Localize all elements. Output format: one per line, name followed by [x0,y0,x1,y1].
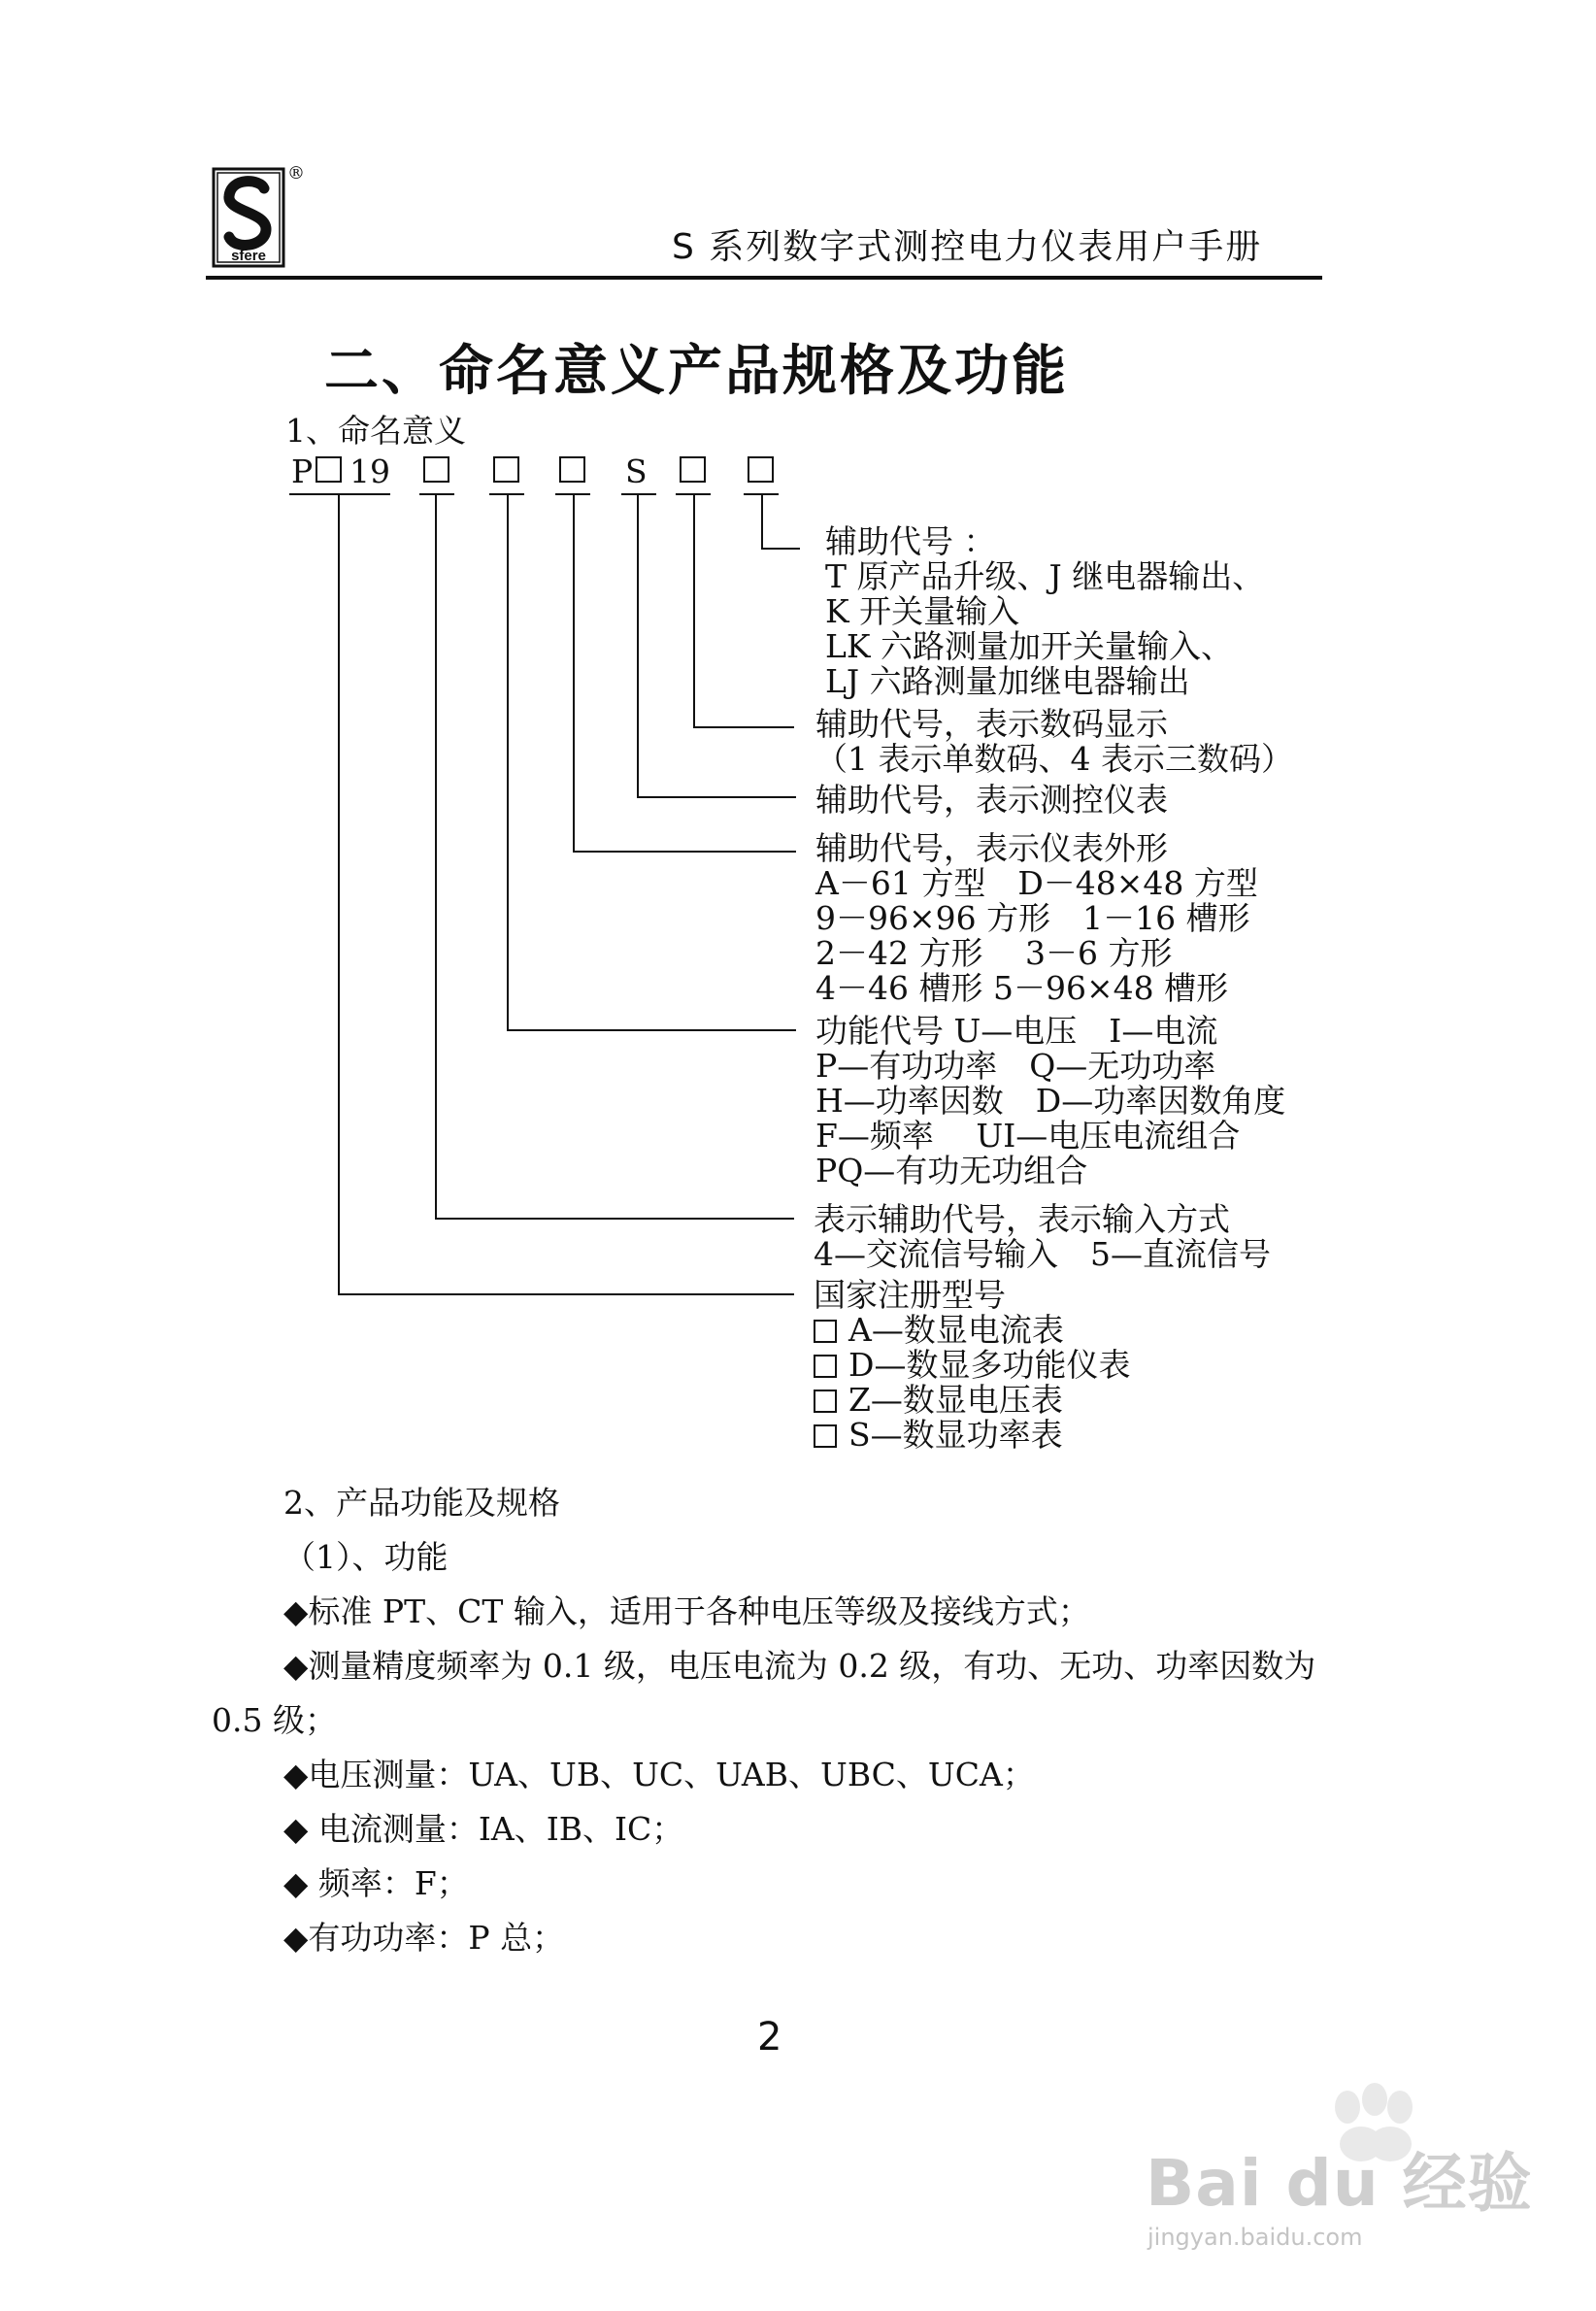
desc-line: A－61 方型 D－48×48 方型 [815,864,1258,902]
connector-line [637,495,639,798]
header-rule [206,276,1322,280]
connector-line [573,851,796,853]
connector-line [338,1293,794,1295]
desc-line: P—有功功率 Q—无功功率 [815,1047,1216,1085]
connector-line [507,1029,796,1031]
code-prefix: P [291,452,314,490]
desc-line: A—数显电流表 [814,1313,1130,1348]
desc-line: 辅助代号，表示测控仪表 [815,781,1168,819]
code-box [748,456,774,483]
page-number: 2 [757,2015,782,2060]
desc-line: S—数显功率表 [814,1418,1130,1453]
desc-digit-display [815,707,1293,777]
code-underline [621,493,656,495]
desc-line: 国家注册型号 [814,1276,1006,1314]
connector-line [693,726,794,728]
code-model: 19 [349,452,390,490]
subsection-functions: （1）、功能 [283,1538,449,1576]
desc-line: 4－46 槽形 5－96×48 槽形 [815,969,1229,1007]
checkbox-icon [814,1355,837,1378]
desc-line: 辅助代号，表示数码显示 [815,705,1168,743]
desc-function-code [815,1014,1285,1189]
desc-line: F—频率 UI—电压电流组合 [815,1117,1241,1155]
code-underline [289,493,390,495]
sfere-logo [212,167,285,268]
code-box [493,456,519,483]
desc-national-model [814,1278,1130,1453]
connector-line [693,495,695,728]
registered-mark: ® [287,163,305,184]
watermark-url: jingyan.baidu.com [1147,2224,1363,2251]
subsection-functions-specs: 2、产品功能及规格 [283,1484,560,1522]
connector-line [435,1218,794,1220]
desc-line: 表示辅助代号，表示输入方式 [814,1200,1230,1238]
desc-line: 功能代号 U—电压 I—电流 [815,1012,1218,1050]
checkbox-icon [814,1390,837,1413]
connector-line [761,548,800,550]
desc-line: 4—交流信号输入 5—直流信号 [814,1235,1271,1273]
desc-line: 9－96×96 方形 1－16 槽形 [815,899,1250,937]
connector-line [507,495,509,1031]
connector-line [761,495,763,550]
desc-aux-code [825,524,1264,699]
desc-meter-shape [815,831,1258,1006]
desc-line: LJ 六路测量加继电器输出 [825,662,1190,700]
bullet-item: ◆ 电流测量：IA、IB、IC； [283,1810,684,1848]
code-box [680,456,706,483]
checkbox-icon [814,1320,837,1343]
desc-line: 2－42 方形 3－6 方形 [815,934,1173,972]
connector-line [573,495,575,853]
connector-line [435,495,437,1220]
desc-line: T 原产品升级、J 继电器输出、 [825,557,1265,595]
code-s: S [625,452,648,490]
section-title: 二、命名意义产品规格及功能 [324,340,1069,403]
bullet-item-continued: 0.5 级； [212,1701,337,1739]
desc-line: 辅助代号 ： [825,522,996,560]
bullet-item: ◆ 频率：F； [283,1864,469,1902]
desc-line: K 开关量输入 [825,592,1020,630]
desc-control-meter [815,783,1168,818]
desc-line: H—功率因数 D—功率因数角度 [815,1082,1286,1120]
connector-line [338,495,340,1295]
svg-text:sfere: sfere [231,248,266,264]
code-underline [419,493,454,495]
header-title: S 系列数字式测控电力仪表用户手册 [672,227,1263,267]
connector-line [637,796,796,798]
code-box [423,456,449,483]
bullet-item: ◆测量精度频率为 0.1 级，电压电流为 0.2 级，有功、无功、功率因数为 [283,1647,1316,1685]
watermark-brand: Bai du 经验 [1146,2146,1533,2221]
desc-input-mode [814,1202,1271,1272]
bullet-item: ◆有功功率：P 总； [283,1919,565,1957]
desc-line: （1 表示单数码、4 表示三数码） [815,740,1293,778]
desc-line: Z—数显电压表 [814,1383,1130,1418]
code-box [316,456,342,483]
checkbox-icon [814,1424,837,1448]
subsection-naming: 1、命名意义 [285,412,466,450]
bullet-item: ◆电压测量：UA、UB、UC、UAB、UBC、UCA； [283,1756,1035,1793]
desc-line: D—数显多功能仪表 [814,1348,1130,1383]
desc-line: LK 六路测量加开关量输入、 [825,627,1234,665]
desc-line: 辅助代号，表示仪表外形 [815,829,1168,867]
code-box [559,456,585,483]
bullet-item: ◆标准 PT、CT 输入，适用于各种电压等级及接线方式； [283,1592,1090,1630]
desc-line: PQ—有功无功组合 [815,1152,1088,1189]
